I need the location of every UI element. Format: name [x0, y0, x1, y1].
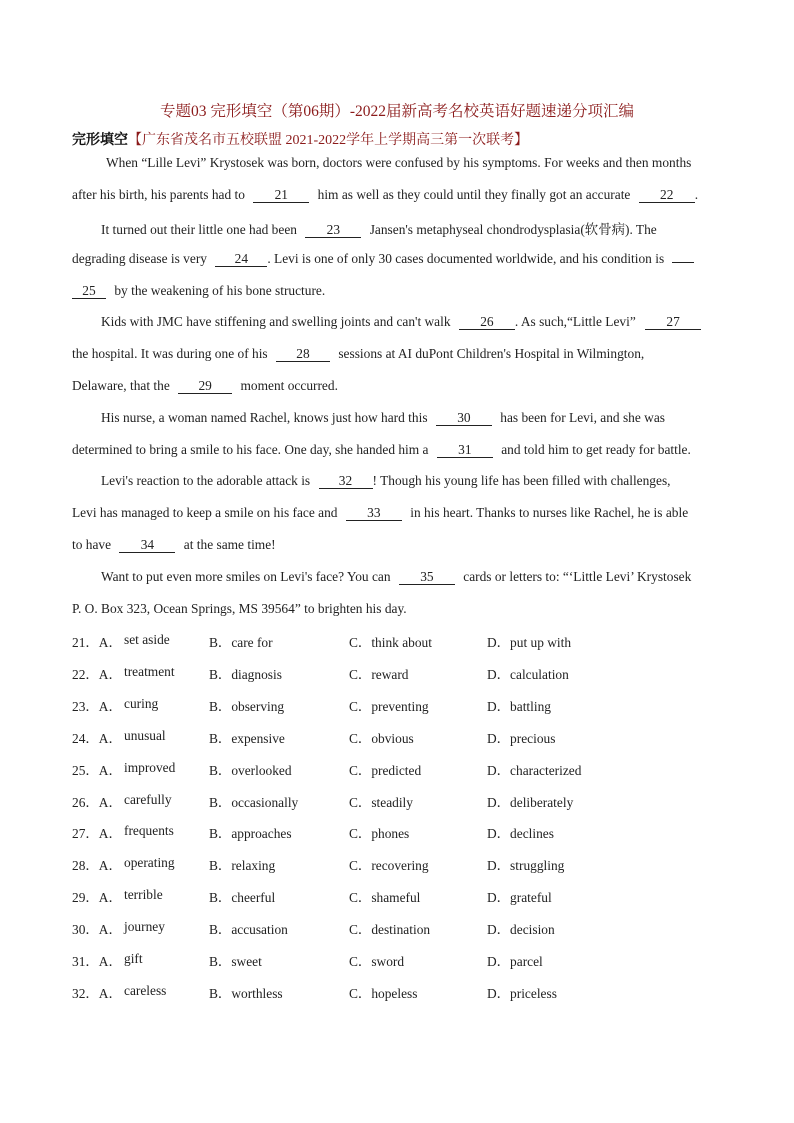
passage-text: in his heart. Thanks to nurses like Rachel, he is able — [410, 505, 689, 520]
option-b[interactable]: B．cheerful — [209, 890, 276, 906]
passage-text: has been for Levi, and she was — [500, 410, 665, 425]
option-d[interactable]: D．calculation — [487, 666, 569, 682]
question-number: 25．A． — [72, 762, 122, 778]
passage-line — [106, 155, 691, 171]
blank-23[interactable]: 23 — [305, 223, 361, 238]
option-d[interactable]: D．precious — [487, 730, 556, 746]
option-c[interactable]: C．destination — [349, 922, 431, 938]
blank-25-start[interactable] — [672, 262, 694, 263]
passage-text: determined to bring a smile to his face. One day, she handed him a — [72, 442, 429, 457]
option-b[interactable]: B．worthless — [209, 985, 283, 1001]
option-d[interactable]: D．priceless — [487, 985, 557, 1001]
blank-22[interactable]: 22 — [639, 188, 695, 203]
option-a[interactable]: terrible — [124, 887, 163, 903]
option-d[interactable]: D．decision — [487, 922, 555, 938]
passage-text: . As such,“Little Levi” — [514, 314, 636, 329]
passage-line — [101, 219, 657, 238]
option-b[interactable]: B．relaxing — [209, 858, 276, 874]
option-a[interactable]: improved — [124, 759, 176, 775]
passage-text: cards or letters to: “‘Little Levi’ Krystosek — [463, 569, 692, 584]
option-b[interactable]: B．approaches — [209, 826, 292, 842]
option-b[interactable]: B．accusation — [209, 922, 288, 938]
blank-31[interactable]: 31 — [437, 443, 493, 458]
option-c[interactable]: C．phones — [349, 826, 410, 842]
question-number: 29．A． — [72, 890, 122, 906]
passage-line — [72, 283, 325, 299]
blank-26[interactable]: 26 — [459, 315, 515, 330]
passage-text: Jansen's metaphyseal chondrodysplasia(软骨病). The — [369, 222, 657, 237]
option-b[interactable]: B．care for — [209, 635, 273, 650]
option-c[interactable]: C．think about — [349, 635, 432, 650]
passage-line — [72, 251, 694, 267]
passage-text: ! Though his young life has been filled with challenges, — [372, 473, 671, 488]
passage-text: . Levi is one of only 30 cases documented worldwide, and his condition is — [267, 251, 665, 266]
option-a[interactable]: unusual — [124, 727, 166, 743]
passage-text: degrading disease is very — [72, 251, 207, 266]
passage-line — [72, 187, 698, 203]
blank-27[interactable]: 27 — [645, 315, 701, 330]
passage-text: It turned out their little one had been — [101, 222, 297, 237]
passage-text: Delaware, that the — [72, 378, 170, 393]
passage-line — [72, 378, 338, 394]
section-source: 【广东省茂名市五校联盟 2021-2022学年上学期高三第一次联考】 — [128, 133, 529, 148]
option-a[interactable]: careless — [124, 982, 167, 998]
option-d[interactable]: D．battling — [487, 698, 551, 714]
option-c[interactable]: C．predicted — [349, 762, 422, 778]
question-number: 22．A． — [72, 666, 122, 682]
passage-text: His nurse, a woman named Rachel, knows just how hard this — [101, 410, 428, 425]
passage-text: Levi's reaction to the adorable attack is — [101, 473, 311, 488]
passage-text: When “Lille Levi” Krystosek was born, doctors were confused by his symptoms. For weeks and then months — [106, 155, 692, 170]
passage-line — [72, 537, 276, 553]
blank-34[interactable]: 34 — [119, 538, 175, 553]
option-b[interactable]: B．occasionally — [209, 794, 299, 810]
option-d[interactable]: D．put up with — [487, 635, 572, 650]
option-b[interactable]: B．observing — [209, 698, 285, 714]
passage-line — [101, 314, 701, 330]
option-c[interactable]: C．reward — [349, 666, 409, 682]
option-a[interactable]: gift — [124, 951, 143, 966]
passage-line — [72, 442, 691, 458]
option-a[interactable]: operating — [124, 855, 175, 871]
blank-33[interactable]: 33 — [346, 506, 402, 521]
option-b[interactable]: B．expensive — [209, 730, 285, 746]
option-c[interactable]: C．preventing — [349, 698, 429, 714]
question-number: 24．A． — [72, 730, 122, 746]
passage-text: P. O. Box 323, Ocean Springs, MS 39564” to brighten his day. — [72, 601, 407, 616]
question-number: 32．A． — [72, 985, 122, 1001]
passage-line — [101, 410, 665, 426]
passage-text: Kids with JMC have stiffening and swelling joints and can't walk — [101, 314, 451, 329]
blank-24[interactable]: 24 — [215, 252, 267, 267]
question-number: 27．A． — [72, 826, 122, 842]
option-c[interactable]: C．steadily — [349, 794, 413, 810]
option-a[interactable]: journey — [124, 919, 165, 935]
passage-text: Levi has managed to keep a smile on his face and — [72, 505, 338, 520]
option-d[interactable]: D．deliberately — [487, 794, 574, 810]
passage-text: to have — [72, 537, 112, 552]
blank-21[interactable]: 21 — [253, 188, 309, 203]
option-c[interactable]: C．shameful — [349, 890, 421, 906]
option-a[interactable]: set aside — [124, 632, 170, 647]
question-number: 31．A． — [72, 954, 122, 969]
option-d[interactable]: D．struggling — [487, 858, 565, 874]
passage-line — [101, 473, 671, 489]
blank-30[interactable]: 30 — [436, 411, 492, 426]
question-number: 21．A． — [72, 635, 122, 650]
blank-28[interactable]: 28 — [276, 347, 330, 362]
passage-line — [101, 569, 691, 585]
section-header — [72, 129, 528, 149]
passage-line — [72, 346, 644, 362]
question-number: 23．A． — [72, 698, 122, 714]
section-label: 完形填空 — [72, 133, 128, 148]
option-a[interactable]: curing — [124, 695, 159, 711]
blank-29[interactable]: 29 — [178, 379, 232, 394]
passage-text: moment occurred. — [240, 378, 338, 393]
question-number: 26．A． — [72, 794, 122, 810]
option-d[interactable]: D．characterized — [487, 762, 582, 778]
blank-35[interactable]: 35 — [399, 570, 455, 585]
blank-32[interactable]: 32 — [319, 474, 373, 489]
option-d[interactable]: D．grateful — [487, 890, 552, 906]
option-b[interactable]: B．diagnosis — [209, 666, 282, 682]
option-d[interactable]: D．declines — [487, 826, 554, 842]
option-a[interactable]: carefully — [124, 791, 172, 807]
question-number: 30．A． — [72, 922, 122, 938]
passage-text: the hospital. It was during one of his — [72, 346, 268, 361]
passage-text: Want to put even more smiles on Levi's face? You can — [101, 569, 391, 584]
option-c[interactable]: C．hopeless — [349, 985, 418, 1001]
passage-line — [72, 505, 688, 521]
passage-line — [72, 601, 407, 617]
passage-text: and told him to get ready for battle. — [501, 442, 691, 457]
page-title: 专题03 完形填空（第06期）-2022届新高考名校英语好题速递分项汇编 — [159, 103, 635, 120]
passage-text: at the same time! — [183, 537, 276, 552]
passage-text: sessions at AI duPont Children's Hospital in Wilmington, — [338, 346, 645, 361]
passage-text: by the weakening of his bone structure. — [114, 283, 326, 298]
option-c[interactable]: C．obvious — [349, 730, 414, 746]
option-c[interactable]: C．sword — [349, 954, 405, 969]
blank-25[interactable]: 25 — [72, 284, 106, 299]
question-number: 28．A． — [72, 858, 122, 874]
passage-text: after his birth, his parents had to — [72, 187, 245, 202]
option-b[interactable]: B．overlooked — [209, 762, 292, 778]
option-b[interactable]: B．sweet — [209, 954, 262, 969]
option-a[interactable]: treatment — [124, 663, 175, 679]
option-a[interactable]: frequents — [124, 823, 174, 839]
option-d[interactable]: D．parcel — [487, 954, 543, 969]
option-c[interactable]: C．recovering — [349, 858, 429, 874]
passage-text: . — [694, 187, 699, 202]
passage-text: him as well as they could until they finally got an accurate — [317, 187, 631, 202]
